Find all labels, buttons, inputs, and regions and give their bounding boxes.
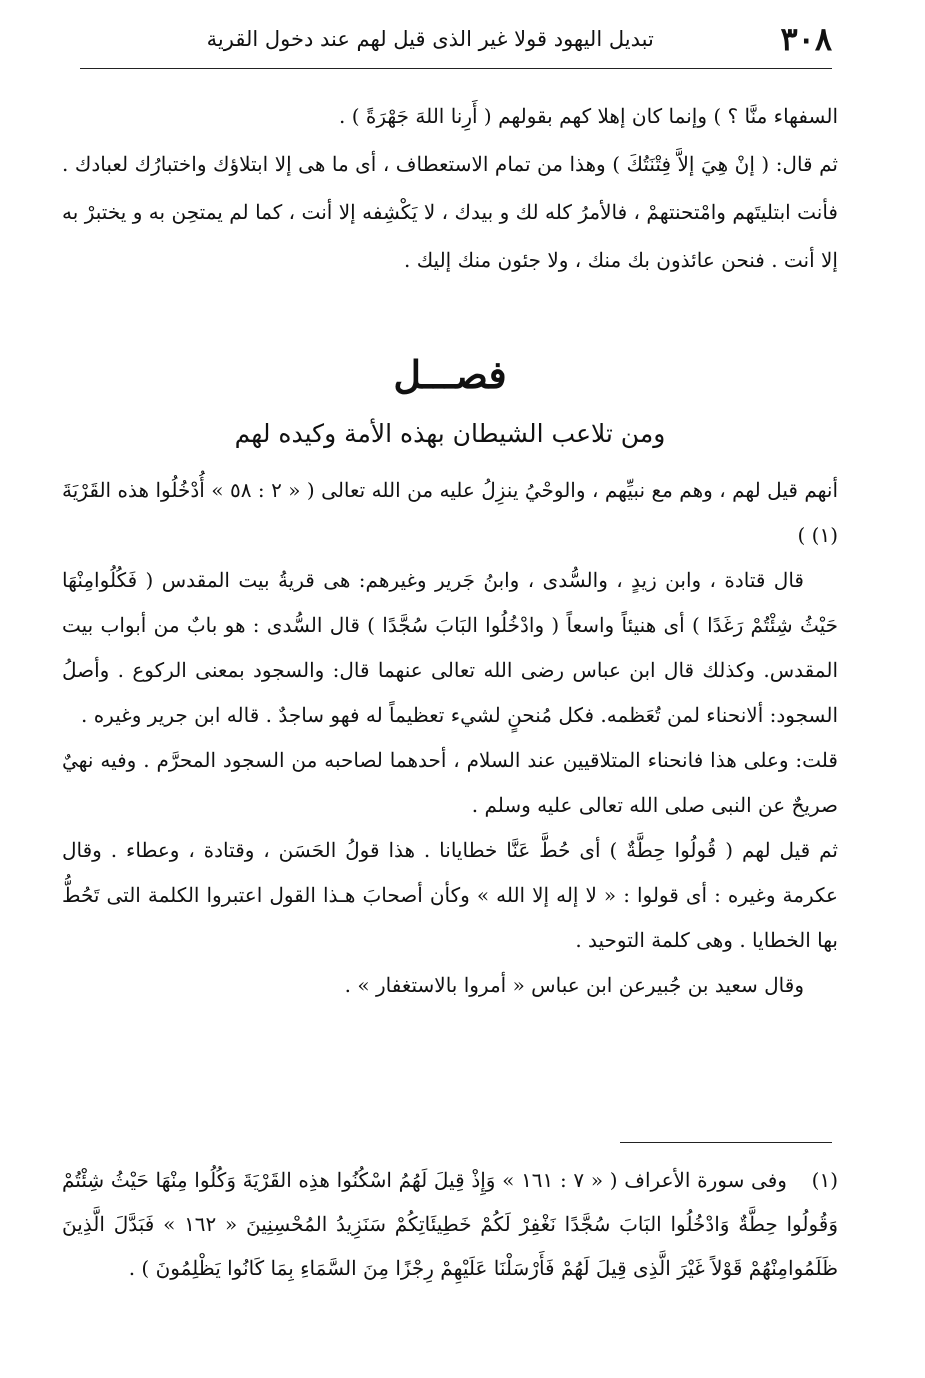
main-paragraph-3: قلت: وعلى هذا فانحناء المتلاقيين عند السلام ، أحدهما لصاحبه من السجود المحرَّم . وفيه نهيٌ صريحٌ عن النبى صلى الله تعالى عليه وسلم . <box>62 748 838 817</box>
header-rule <box>80 68 832 69</box>
main-text <box>62 468 838 1008</box>
page-header <box>80 14 832 64</box>
main-paragraph-4: ثم قيل لهم ( قُولُوا حِطَّةٌ ) أى حُطَّ عَنَّا خطايانا . هذا قولُ الحَسَن ، وقتادة ، وعطاء . وقال عكرمة وغيره : أى قولوا : « لا إله إلا الله » وكأن أصحابَ هـذا القول اعتبروا الكلمة التى تَحُطُّ بها الخطايا . وهى كلمة التوحيد . <box>62 838 838 952</box>
footnotes <box>62 1158 838 1290</box>
intro-paragraph-1: السفهاء منَّا ؟ ) وإنما كان إهلا كهم بقولهم ( أَرِنا اللهَ جَهْرَةً ) . <box>339 104 838 128</box>
main-paragraph-1: أنهم قيل لهم ، وهم مع نبيِّهم ، والوحْيُ ينزِلُ عليه من الله تعالى ( « ٢ : ٥٨ » أُدْخُلُوا هذه القَرْيَةَ (١) ) <box>62 478 839 547</box>
intro-text <box>62 92 838 284</box>
footnote-rule <box>620 1142 832 1143</box>
main-paragraph-5: وقال سعيد بن جُبيرعن ابن عباس « أمروا بالاستغفار » . <box>344 973 804 997</box>
running-title: تبديل اليهود قولا غير الذى قيل لهم عند دخول القرية <box>206 27 654 51</box>
intro-paragraph-2: ثم قال: ( إنْ هِيَ إلاَّ فِتْنَتُكَ ) وهذا من تمام الاستعطاف ، أى ما هى إلا ابتلاؤك واختبارُك لعبادك . فأنت ابتليتَهم وامْتحنتهمْ ، فالأمرُ كله لك و بيدك ، لا يَكْشِفه إلا أنت ، كما لم يمتحِن به و يختبرْ به إلا أنت . فنحن عائذون بك منك ، ولا جئون منك إليك . <box>62 152 838 272</box>
footnote-marker: (١) <box>811 1168 839 1192</box>
page-number: ٣٠٨ <box>780 20 832 58</box>
section-subtitle: ومن تلاعب الشيطان بهذه الأمة وكيده لهم <box>234 419 666 448</box>
footnote-text: وفى سورة الأعراف ( « ٧ : ١٦١ » وَإِذْ قِيلَ لَهُمُ اسْكُنُوا هذِه القَرْيَةَ وَكُلُوا مِنْهَا حَيْثُ شِئْتُمْ وَقُولُوا حِطَّةٌ وَادْخُلُوا البَابَ سُجَّدًا نَغْفِرْ لَكُمْ خَطِيئَاتِكُمْ سَنَزِيدُ المُحْسِنِينَ « ١٦٢ » فَبَدَّلَ الَّذِينَ ظَلَمُوامِنْهُمْ قَوْلاً غَيْرَ الَّذِى قِيلَ لَهُمْ فَأَرْسَلْنَا عَلَيْهِمْ رِجْزًا مِنَ السَّمَاءِ بِمَا كَانُوا يَظْلِمُونَ ) . <box>62 1168 838 1280</box>
section-heading: فصـــل <box>393 352 507 397</box>
footnote-1 <box>62 1158 838 1290</box>
main-paragraph-2: قال قتادة ، وابن زيدٍ ، والسُّدى ، وابنُ جَرير وغيرهم: هى قريةُ بيت المقدس ( فَكُلُوامِنْهَا حَيْثُ شِئْتُمْ رَغَدًا ) أى هنيئاً واسعاً ( وادْخُلُوا البَابَ سُجَّدًا ) قال السُّدى : هو بابٌ من أبواب بيت المقدس. وكذلك قال ابن عباس رضى الله تعالى عنهما قال: والسجود بمعنى الركوع . وأصلُ السجود: ألانحناء لمن تُعَظمه. فكل مُنحنٍ لشيء تعظيماً له فهو ساجدٌ . قاله ابن جرير وغيره . <box>62 568 838 727</box>
